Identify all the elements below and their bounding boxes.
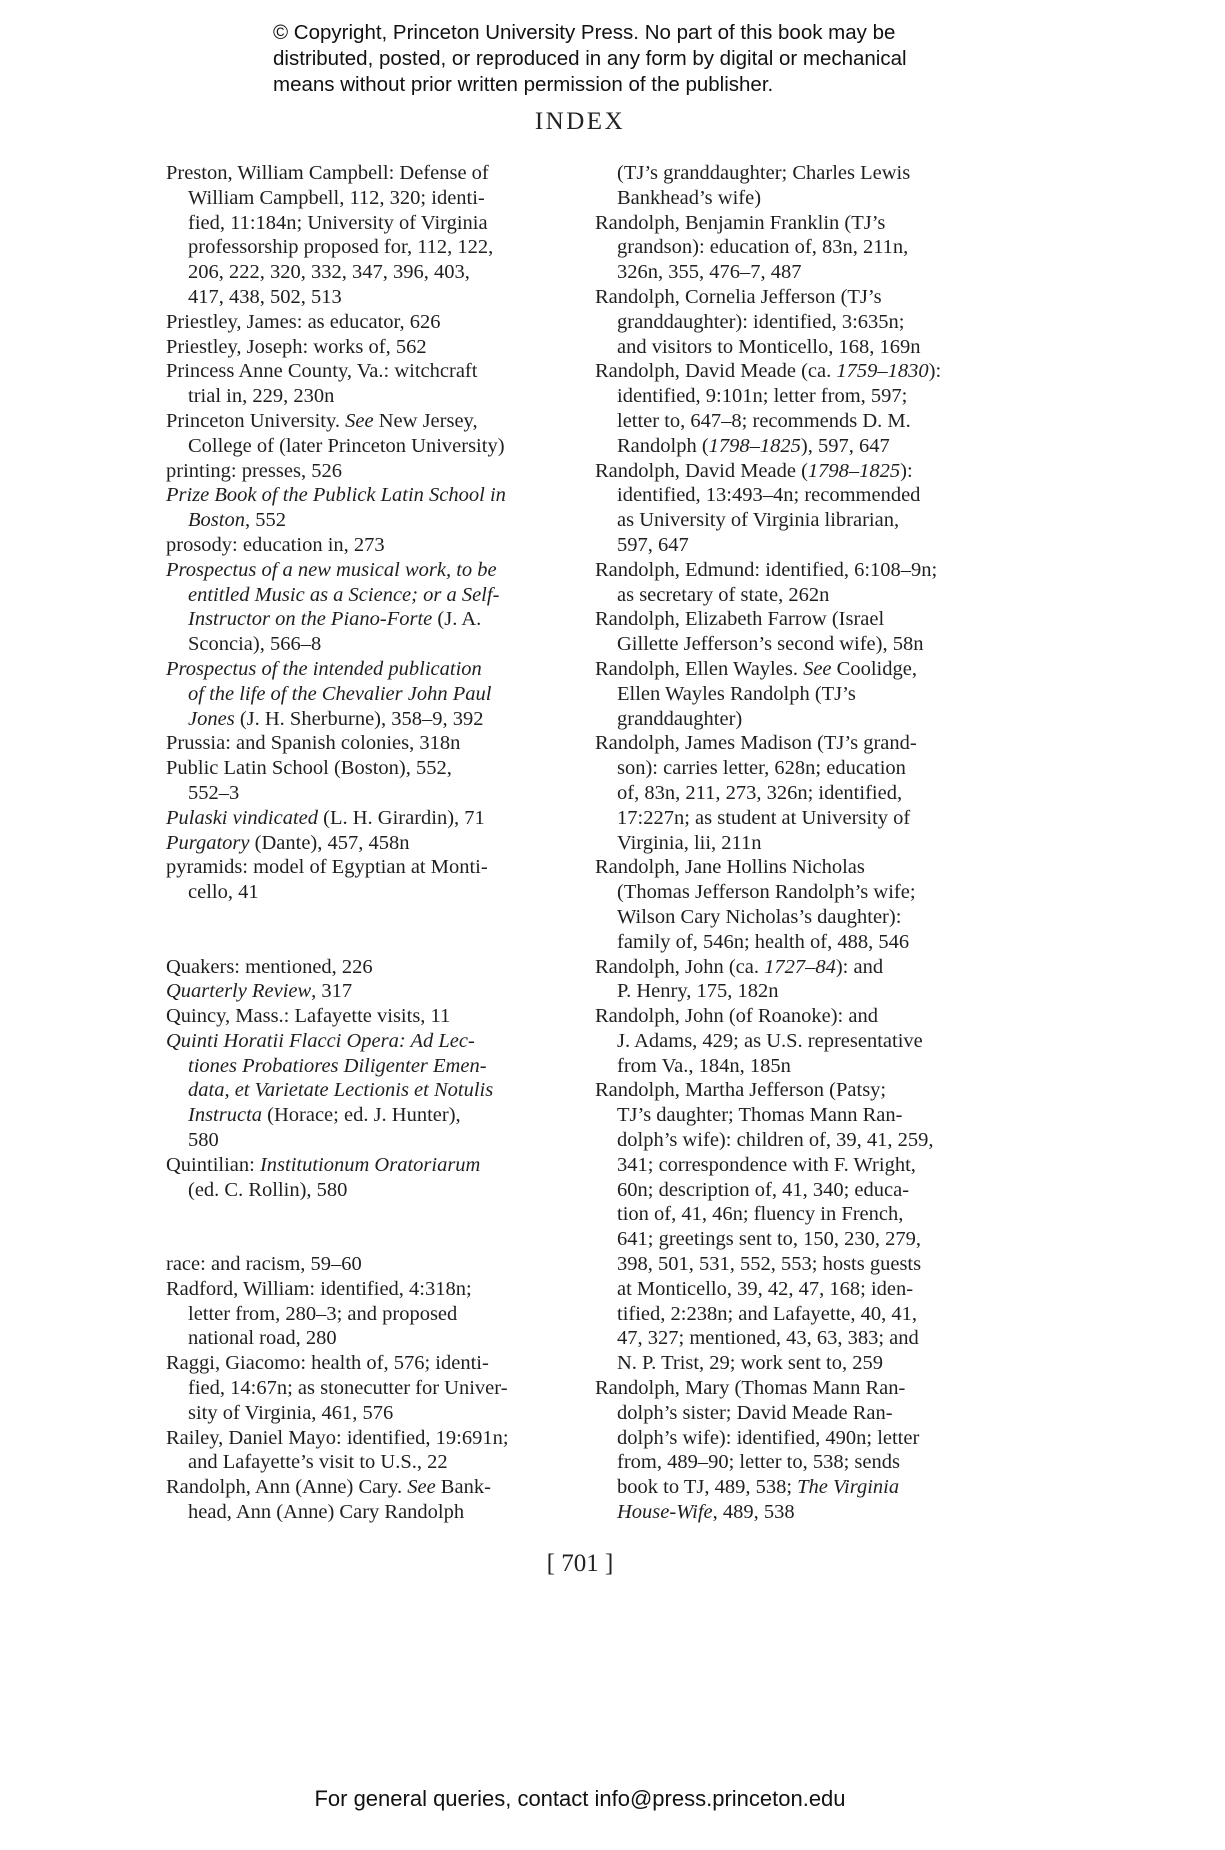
- index-entry-text: prosody: education in, 273: [166, 533, 385, 556]
- index-entry-text: Randolph, John (of Roanoke): and J. Adams, 429; as U.S. representative from Va., 184n, 185n: [595, 1005, 923, 1077]
- index-entry-text: Randolph, Ellen Wayles.: [595, 657, 804, 680]
- index-entry-italic-text: Prize Book of the Publick Latin School in Boston: [166, 484, 506, 532]
- index-entry-text: Randolph, Edmund: identified, 6:108–9n; as secretary of state, 262n: [595, 558, 938, 606]
- index-entry-text: , 552: [244, 509, 286, 532]
- index-entry-text: , 489, 538: [712, 1501, 795, 1524]
- running-head: INDEX: [534, 108, 626, 135]
- index-entry-text: Prussia: and Spanish colonies, 318n: [166, 732, 461, 755]
- page-number: [ 701 ]: [546, 1550, 614, 1577]
- letter-section-gap: [166, 905, 566, 955]
- index-entry-text: Preston, William Campbell: Defense of William Campbell, 112, 320; identi- fied, 11:184n; University of Virginia professorship proposed for, 112, 122, 206, 222, 320, 332, 347, 396, 403, 417, 438, 502, 513: [166, 162, 494, 308]
- index-entry-text: Princess Anne County, Va.: witchcraft trial in, 229, 230n: [166, 360, 478, 408]
- index-entry: [595, 855, 1015, 954]
- index-entry-continued: [595, 161, 1015, 211]
- index-entry-italic-text: See: [345, 409, 374, 432]
- index-entry: [166, 756, 566, 806]
- index-entry-text: Randolph, Cornelia Jefferson (TJ’s granddaughter): identified, 3:635n; and visitors to Monticello, 168, 169n: [595, 285, 921, 358]
- index-entry-italic-text: Institutionum Oratoriarum: [259, 1153, 481, 1176]
- index-entry: [166, 409, 566, 459]
- index-entry-text: New Jersey, College of (later Princeton University): [188, 409, 505, 457]
- index-entry-text: Randolph, Elizabeth Farrow (Israel Gillette Jefferson’s second wife), 58n: [595, 608, 924, 656]
- index-entry: [595, 1004, 1015, 1078]
- index-entry-italic-text: Quinti Horatii Flacci Opera: Ad Lec- tiones Probatiores Diligenter Emen- data, et Varietate Lectionis et Notulis Instructa: [166, 1029, 494, 1127]
- index-entry-italic-text: Prospectus of the intended publication of the life of the Chevalier John Paul Jones: [166, 657, 492, 730]
- index-entry: [595, 1376, 1015, 1525]
- letter-section-gap: [166, 1202, 566, 1252]
- index-entry-text: Bank- head, Ann (Anne) Cary Randolph: [188, 1476, 491, 1524]
- index-entry-text: race: and racism, 59–60: [166, 1253, 362, 1276]
- index-entry: [166, 310, 566, 335]
- index-entry-italic-text: See: [407, 1476, 436, 1499]
- index-entry: [166, 1153, 566, 1203]
- index-entry-text: ): and P. Henry, 175, 182n: [617, 955, 884, 1003]
- index-entry: [166, 335, 566, 360]
- index-entry-text: Quakers: mentioned, 226: [166, 955, 373, 978]
- index-entry-text: ): identified, 9:101n; letter from, 597; letter to, 647–8; recommends D. M. Randolph (: [617, 360, 942, 457]
- index-entry-text: (ed. C. Rollin), 580: [188, 1178, 348, 1201]
- index-entry-text: Priestley, Joseph: works of, 562: [166, 335, 427, 358]
- index-entry-text: (J. H. Sherburne), 358–9, 392: [234, 707, 484, 730]
- index-entry-text: (L. H. Girardin), 71: [318, 806, 485, 829]
- copyright-line: means without prior written permission of the publisher.: [273, 73, 774, 96]
- index-entry: [166, 359, 566, 409]
- index-entry-text: Radford, William: identified, 4:318n; letter from, 280–3; and proposed national road, 280: [166, 1277, 472, 1350]
- index-entry-text: Randolph, John (ca.: [595, 955, 765, 978]
- index-entry-text: Public Latin School (Boston), 552, 552–3: [166, 757, 452, 804]
- index-entry: [595, 657, 1015, 731]
- index-entry-text: Priestley, James: as educator, 626: [166, 310, 441, 333]
- index-entry-italic-text: Pulaski vindicated: [166, 806, 318, 829]
- index-entry: [166, 533, 566, 558]
- index-entry-italic-text: 1727–84: [764, 955, 836, 978]
- index-entry-text: Quintilian:: [166, 1153, 260, 1176]
- index-entry-text: Randolph, Martha Jefferson (Patsy; TJ’s daughter; Thomas Mann Ran- dolph’s wife): children of, 39, 41, 259, 341; correspondence with F. Wright, 60n; description of, 41, 340; educa- tion of, 41, 46n; fluency in French, 641; greetings sent to, 150, 230, 279, 398, 501, 531, 552, 553; hosts guests at Monticello, 39, 42, 47, 168; iden- tified, 2:238n; and Lafayette, 40, 41, 47, 327; mentioned, 43, 63, 383; and N. P. Trist, 29; work sent to, 259: [595, 1079, 934, 1375]
- index-entry: [166, 1426, 566, 1476]
- index-column-left: [166, 161, 566, 1525]
- index-entry-text: ), 597, 647: [800, 434, 890, 457]
- index-entry: [595, 459, 1015, 558]
- index-entry-italic-text: Quarterly Review: [166, 980, 312, 1003]
- index-entry: [166, 483, 566, 533]
- index-entry-italic-text: The Virginia House-Wife: [617, 1476, 900, 1524]
- index-entry-text: Randolph, David Meade (: [595, 459, 808, 482]
- index-entry: [166, 1277, 566, 1351]
- index-entry: [166, 1029, 566, 1153]
- index-entry: [166, 806, 566, 831]
- index-entry: [595, 359, 1015, 458]
- index-entry-text: Randolph, James Madison (TJ’s grand- son): carries letter, 628n; education of, 83n, 211, 273, 326n; identified, 17:227n; as student at University of Virginia, lii, 211n: [595, 732, 917, 854]
- index-entry-text: (TJ’s granddaughter; Charles Lewis Bankhead’s wife): [617, 162, 911, 209]
- index-entry-text: (Dante), 457, 458n: [249, 831, 410, 854]
- index-entry: [166, 955, 566, 980]
- index-entry-text: (J. A. Sconcia), 566–8: [188, 608, 482, 656]
- index-entry: [166, 731, 566, 756]
- index-entry-text: Randolph, Ann (Anne) Cary.: [166, 1476, 408, 1499]
- copyright-notice: [273, 20, 993, 98]
- index-entry-text: (Horace; ed. J. Hunter), 580: [188, 1104, 461, 1152]
- index-entry-text: Railey, Daniel Mayo: identified, 19:691n; and Lafayette’s visit to U.S., 22: [166, 1426, 509, 1474]
- index-entry-text: , 317: [311, 980, 353, 1003]
- index-entry-italic-text: Purgatory: [166, 831, 250, 854]
- copyright-line: distributed, posted, or reproduced in any form by digital or mechanical: [273, 47, 907, 70]
- index-entry: [166, 1004, 566, 1029]
- index-entry: [595, 607, 1015, 657]
- index-entry-text: Randolph, David Meade (ca.: [595, 360, 837, 383]
- index-entry-italic-text: 1798–1825: [708, 434, 801, 457]
- index-entry-text: Princeton University.: [166, 409, 346, 432]
- index-entry: [595, 211, 1015, 285]
- index-entry-italic-text: See: [803, 657, 832, 680]
- index-entry: [595, 731, 1015, 855]
- index-entry-text: pyramids: model of Egyptian at Monti- cello, 41: [166, 856, 488, 904]
- index-entry-italic-text: 1759–1830: [836, 360, 929, 383]
- index-entry-text: ): identified, 13:493–4n; recommended as University of Virginia librarian, 597, 647: [617, 459, 921, 556]
- index-entry-italic-text: 1798–1825: [807, 459, 901, 482]
- index-entry: [166, 831, 566, 856]
- index-entry-text: Randolph, Jane Hollins Nicholas (Thomas Jefferson Randolph’s wife; Wilson Cary Nicholas’s daughter): family of, 546n; health of, 488, 546: [595, 856, 916, 953]
- index-entry: [595, 558, 1015, 608]
- index-entry: [166, 979, 566, 1004]
- index-entry-text: printing: presses, 526: [166, 459, 342, 482]
- index-entry: [166, 657, 566, 731]
- index-entry: [595, 1078, 1015, 1376]
- index-entry-text: Randolph, Mary (Thomas Mann Ran- dolph’s sister; David Meade Ran- dolph’s wife): identified, 490n; letter from, 489–90; letter to, 538; sends book to TJ, 489, 538;: [595, 1377, 920, 1499]
- footer-contact: For general queries, contact info@press.princeton.edu: [314, 1786, 846, 1811]
- index-entry: [166, 558, 566, 657]
- index-entry-text: Raggi, Giacomo: health of, 576; identi- fied, 14:67n; as stonecutter for Univer- sity of Virginia, 461, 576: [166, 1352, 508, 1424]
- index-entry-text: Quincy, Mass.: Lafayette visits, 11: [166, 1005, 451, 1028]
- copyright-line: © Copyright, Princeton University Press. No part of this book may be: [273, 21, 896, 44]
- index-entry: [166, 161, 566, 310]
- index-entry: [166, 1351, 566, 1425]
- index-entry: [166, 1252, 566, 1277]
- index-entry: [595, 285, 1015, 359]
- index-entry: [595, 955, 1015, 1005]
- index-entry: [166, 855, 566, 905]
- index-column-right: [595, 161, 1015, 1525]
- index-entry-italic-text: Prospectus of a new musical work, to be entitled Music as a Science; or a Self- Instructor on the Piano-Forte: [166, 558, 500, 631]
- index-entry: [166, 1475, 566, 1525]
- index-entry: [166, 459, 566, 484]
- index-entry-text: Randolph, Benjamin Franklin (TJ’s grandson): education of, 83n, 211n, 326n, 355, 476–7, 487: [595, 211, 909, 284]
- index-entry-text: Coolidge, Ellen Wayles Randolph (TJ’s granddaughter): [617, 657, 917, 730]
